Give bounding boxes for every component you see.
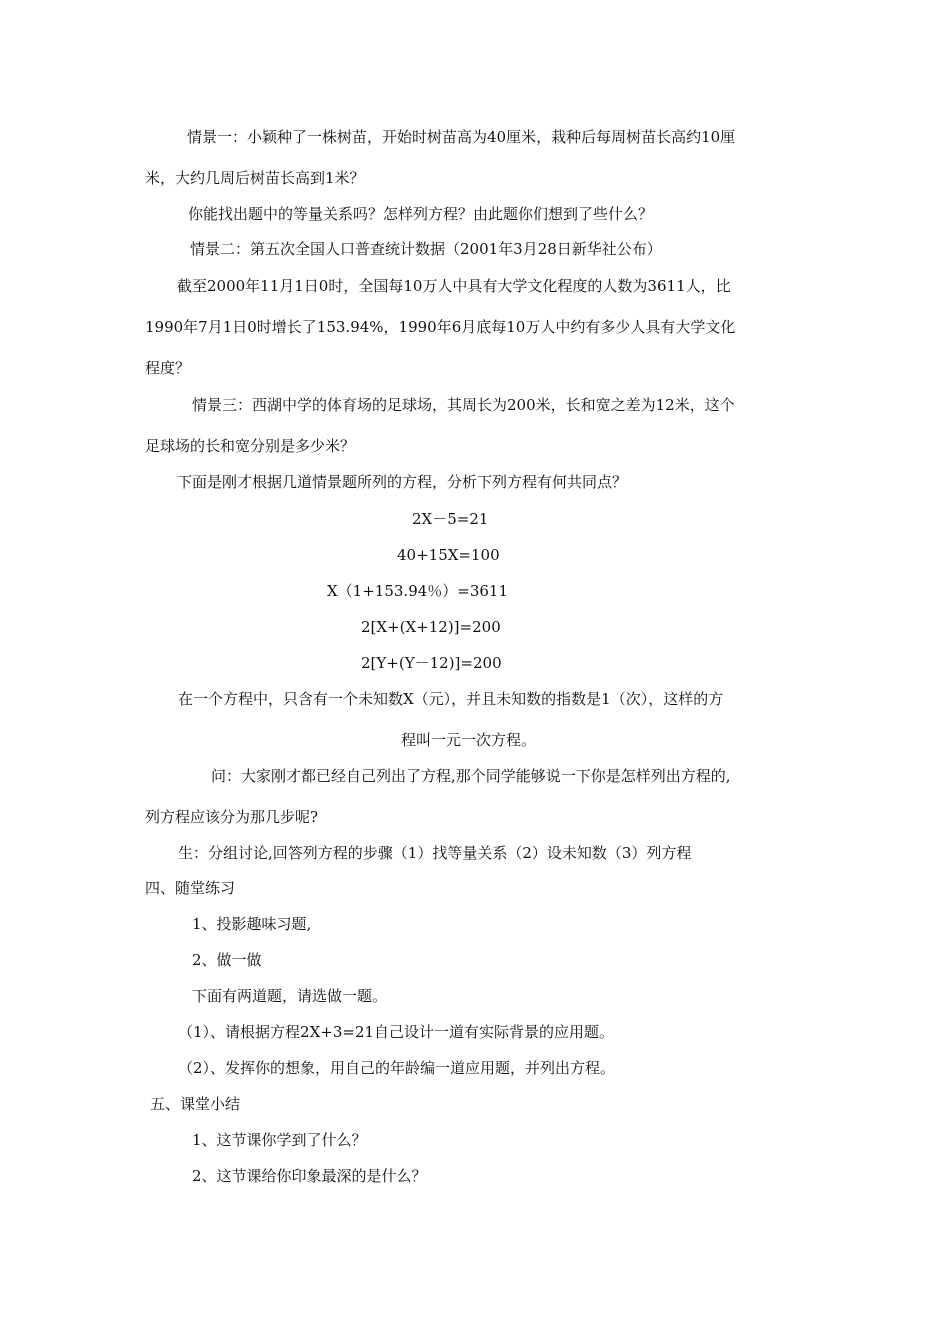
- scene1-line1: 情景一：小颖种了一株树苗，开始时树苗高为40厘米，栽种后每周树苗长高约10厘: [187, 128, 736, 146]
- scene2-line2: 1990年7月1日0时增长了153.94%，1990年6月底每10万人中约有多少人具有大学文化: [145, 318, 736, 336]
- practice-question-1: （1）、请根据方程2X+3=21自己设计一道有实际背景的应用题。: [178, 1023, 615, 1041]
- practice-question-2: （2）、发挥你的想象，用自己的年龄编一道应用题，并列出方程。: [178, 1059, 616, 1077]
- equation-2: 40+15X=100: [397, 546, 500, 564]
- practice-item-1: 1、投影趣味习题,: [192, 915, 312, 933]
- scene2-title: 情景二：第五次全国人口普查统计数据（2001年3月28日新华社公布）: [190, 240, 662, 258]
- question1: 你能找出题中的等量关系吗？怎样列方程？由此题你们想到了些什么？: [188, 205, 654, 223]
- scene1-line2: 米，大约几周后树苗长高到1米？: [145, 169, 365, 187]
- summary-item-1: 1、这节课你学到了什么？: [192, 1131, 367, 1149]
- teacher-question-line1: 问：大家刚才都已经自己列出了方程,那个同学能够说一下你是怎样列出方程的,: [211, 767, 731, 785]
- equation-4: 2[X+(X+12)]=200: [361, 618, 501, 636]
- practice-item-2: 2、做一做: [192, 951, 262, 969]
- definition-line1: 在一个方程中，只含有一个未知数X（元），并且未知数的指数是1（次），这样的方: [178, 690, 724, 708]
- teacher-question-line2: 列方程应该分为那几步呢?: [145, 808, 319, 826]
- practice-intro: 下面有两道题，请选做一题。: [192, 987, 388, 1005]
- scene2-line3: 程度？: [145, 359, 191, 377]
- scene2-line1: 截至2000年11月1日0时，全国每10万人中具有大学文化程度的人数为3611人，比: [177, 277, 731, 295]
- equation-3: X（1+153.94％）=3611: [327, 582, 509, 600]
- equation-5: 2[Y+(Y－12)]=200: [361, 654, 502, 672]
- summary-item-2: 2、这节课给你印象最深的是什么？: [192, 1167, 427, 1185]
- section-heading-summary: 五、课堂小结: [150, 1095, 241, 1113]
- scene3-line2: 足球场的长和宽分别是多少米？: [145, 437, 356, 455]
- section-heading-practice: 四、随堂练习: [145, 879, 236, 897]
- scene3-line1: 情景三：西湖中学的体育场的足球场，其周长为200米，长和宽之差为12米，这个: [192, 396, 735, 414]
- definition-line2: 程叫一元一次方程。: [401, 731, 537, 749]
- student-answer: 生：分组讨论,回答列方程的步骤（1）找等量关系（2）设未知数（3）列方程: [178, 844, 692, 862]
- equation-1: 2X－5=21: [412, 510, 489, 528]
- analysis-prompt: 下面是刚才根据几道情景题所列的方程，分析下列方程有何共同点？: [177, 473, 628, 491]
